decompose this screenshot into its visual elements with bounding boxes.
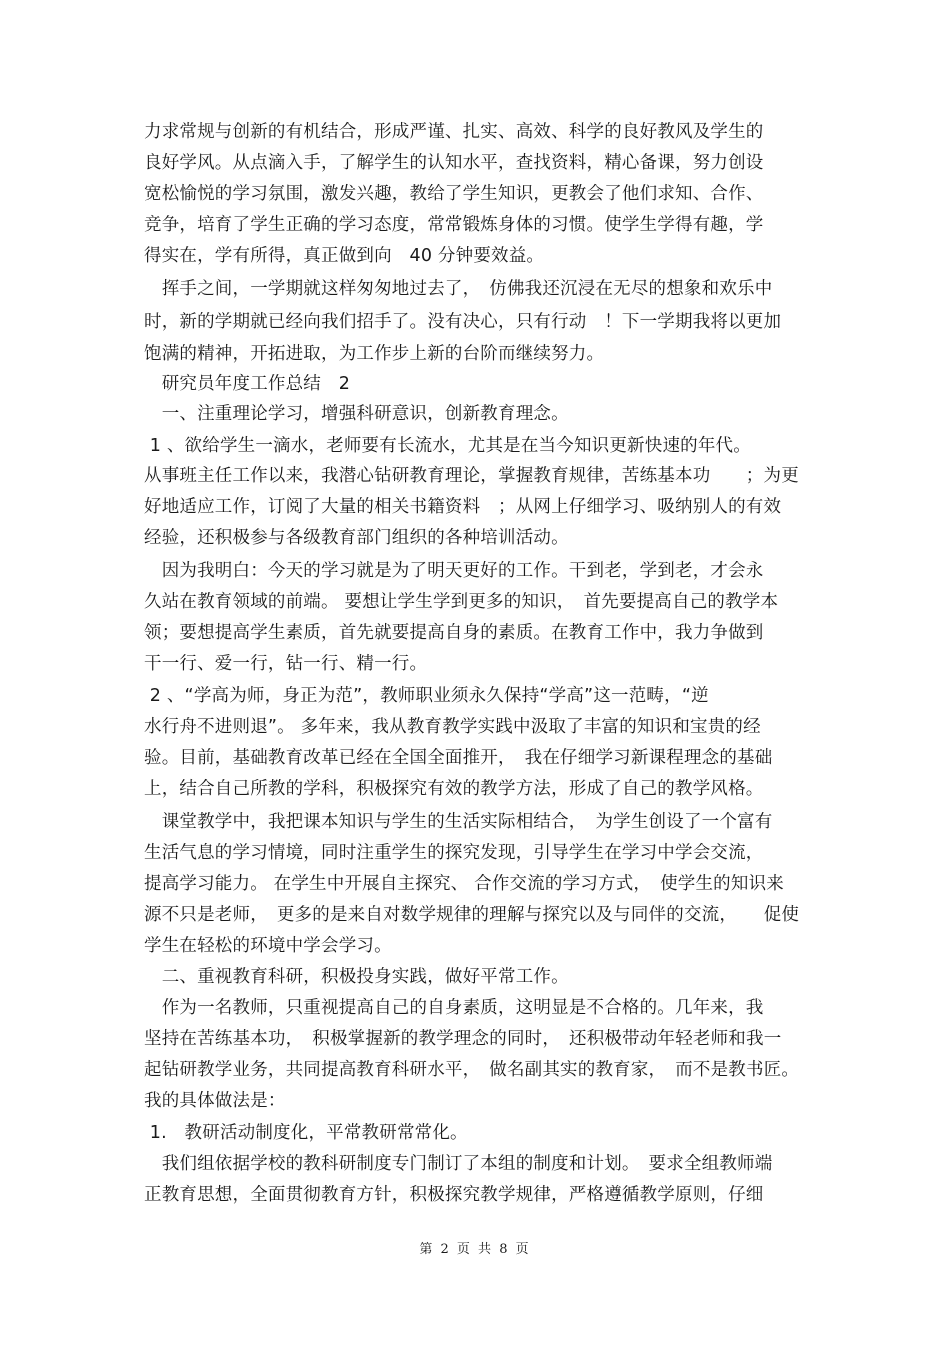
- text-line: 宽松愉悦的学习氛围，激发兴趣，教给了学生知识，更教会了他们求知、合作、: [144, 184, 764, 204]
- text-line: 饱满的精神，开拓进取，为工作步上新的台阶而继续努力。: [144, 344, 605, 364]
- text-line: 上，结合自己所教的学科，积极探究有效的教学方法，形成了自己的教学风格。: [144, 779, 764, 799]
- text-line: 验。目前，基础教育改革已经在全国全面推开， 我在仔细学习新课程理念的基础: [144, 748, 773, 768]
- text-line: 1 、欲给学生一滴水，老师要有长流水，尤其是在当今知识更新快速的年代。: [144, 436, 751, 456]
- text-line: 课堂教学中，我把课本知识与学生的生活实际相结合， 为学生创设了一个富有: [144, 812, 773, 832]
- page-footer: 第 2 页 共 8 页: [419, 1242, 531, 1257]
- text-line: 从事班主任工作以来，我潜心钻研教育理论，掌握教育规律，苦练基本功 ；为更: [144, 466, 799, 486]
- heading-line: 二、重视教育科研，积极投身实践，做好平常工作。: [144, 967, 569, 987]
- text-line: 我的具体做法是：: [144, 1091, 286, 1111]
- text-line: 竞争，培育了学生正确的学习态度，常常锻炼身体的习惯。使学生学得有趣，学: [144, 215, 764, 235]
- text-line: 挥手之间，一学期就这样匆匆地过去了， 仿佛我还沉浸在无尽的想象和欢乐中: [144, 279, 773, 299]
- text-line: 得实在，学有所得，真正做到向 40 分钟要效益。: [144, 246, 545, 266]
- heading-line: 一、注重理论学习，增强科研意识，创新教育理念。: [144, 404, 569, 424]
- text-line: 作为一名教师，只重视提高自己的自身素质，这明显是不合格的。几年来，我: [144, 998, 764, 1018]
- text-line: 好地适应工作，订阅了大量的相关书籍资料 ；从网上仔细学习、吸纳别人的有效: [144, 497, 782, 517]
- text-line: 起钻研教学业务，共同提高教育科研水平， 做名副其实的教育家， 而不是教书匠。: [144, 1060, 800, 1080]
- text-line: 学生在轻松的环境中学会学习。: [144, 936, 392, 956]
- text-line: 坚持在苦练基本功， 积极掌握新的教学理念的同时， 还积极带动年轻老师和我一: [144, 1029, 782, 1049]
- text-line: 2 、“学高为师，身正为范”，教师职业须永久保持“学高”这一范畴，“逆: [144, 686, 709, 706]
- text-line: 我们组依据学校的教科研制度专门制订了本组的制度和计划。 要求全组教师端: [144, 1154, 773, 1174]
- text-line: 提高学习能力。 在学生中开展自主探究、 合作交流的学习方式， 使学生的知识来: [144, 874, 784, 894]
- text-line: 良好学风。从点滴入手，了解学生的认知水平，查找资料，精心备课，努力创设: [144, 153, 764, 173]
- text-line: 经验，还积极参与各级教育部门组织的各种培训活动。: [144, 528, 569, 548]
- text-line: 正教育思想，全面贯彻教育方针，积极探究教学规律，严格遵循教学原则，仔细: [144, 1185, 764, 1205]
- text-line: 生活气息的学习情境，同时注重学生的探究发现，引导学生在学习中学会交流，: [144, 843, 764, 863]
- text-line: 干一行、爱一行，钻一行、精一行。: [144, 654, 428, 674]
- heading-line: 1. 教研活动制度化，平常教研常常化。: [144, 1123, 468, 1143]
- text-line: 因为我明白：今天的学习就是为了明天更好的工作。干到老，学到老，才会永: [144, 561, 764, 581]
- section-title: 研究员年度工作总结 2: [144, 374, 351, 394]
- text-line: 时，新的学期就已经向我们招手了。没有决心，只有行动 ！下一学期我将以更加: [144, 312, 782, 332]
- text-line: 水行舟不进则退”。 多年来，我从教育教学实践中汲取了丰富的知识和宝贵的经: [144, 717, 761, 737]
- text-line: 源不只是老师， 更多的是来自对数学规律的理解与探究以及与同伴的交流， 促使: [144, 905, 800, 925]
- text-line: 久站在教育领域的前端。 要想让学生学到更多的知识， 首先要提高自己的教学本: [144, 592, 779, 612]
- text-line: 力求常规与创新的有机结合，形成严谨、扎实、高效、科学的良好教风及学生的: [144, 122, 764, 142]
- text-line: 领；要想提高学生素质，首先就要提高自身的素质。在教育工作中，我力争做到: [144, 623, 764, 643]
